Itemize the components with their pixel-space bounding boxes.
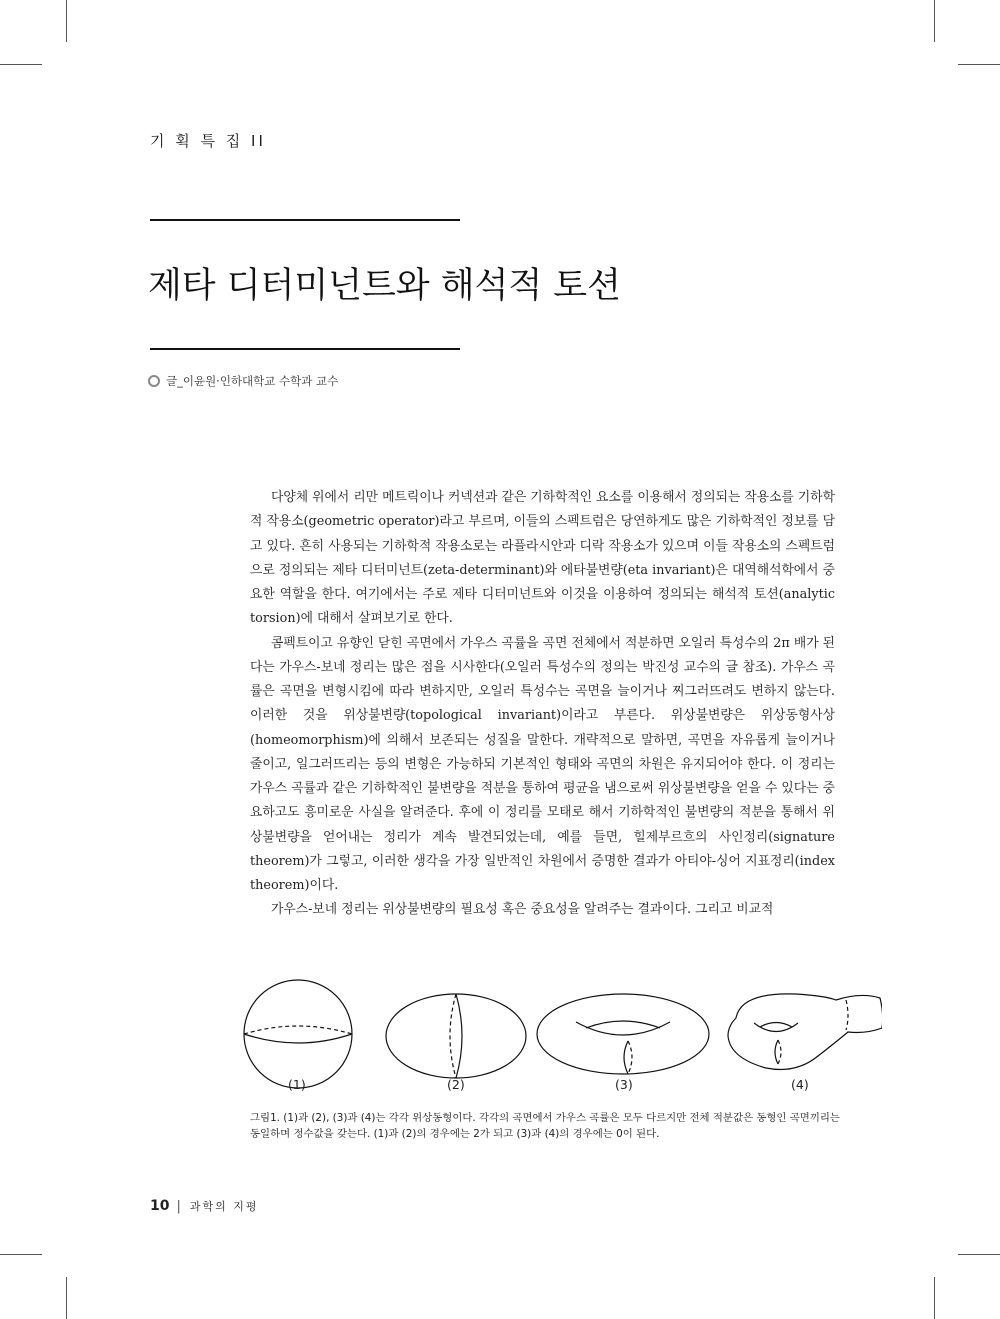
article-body xyxy=(250,486,835,923)
author-line xyxy=(148,373,338,389)
crop-mark-top-right-h xyxy=(958,64,1000,65)
figure-label-2: (2) xyxy=(447,1077,465,1092)
paragraph-2: 콤펙트이고 유향인 닫힌 곡면에서 가우스 곡률을 곡면 전체에서 적분하면 오일러 특성수의 2π 배가 된다는 가우스-보네 정리는 많은 점을 시사한다(오일러 특성수의 정의는 박진성 교수의 글 참조). 가우스 곡률은 곡면을 변형시킴에 따라 변하지만, 오일러 특성수는 곡면을 늘이거나 찌그러뜨려도 변하지 않는다. 이러한 것을 위상불변량(topological invariant)이라고 부른다. 위상불변량은 위상동형사상(homeomorphism)에 의해서 보존되는 성질을 말한다. 개략적으로 말하면, 곡면을 자유롭게 늘이거나 줄이고, 일그러뜨리는 등의 변형은 가능하되 기본적인 형태와 곡면의 차원은 유지되어야 한다. 이 정리는 가우스 곡률과 같은 기하학적인 불변량을 적분을 통하여 평균을 냄으로써 위상불변량을 얻을 수 있다는 중요하고도 흥미로운 사실을 알려준다. 후에 이 정리를 모태로 해서 기하학적인 불변량의 적분을 통해서 위상불변량을 얻어내는 정리가 계속 발견되었는데, 예를 들면, 힐제부르흐의 사인정리(signature theorem)가 그렇고, 이러한 생각을 가장 일반적인 차원에서 증명한 결과가 아티야-싱어 지표정리(index theorem)이다. xyxy=(250,635,835,893)
title-rule-bottom xyxy=(150,348,460,350)
crop-mark-top-right-v xyxy=(934,0,935,42)
figure-label-3: (3) xyxy=(615,1077,633,1092)
torus-illustration xyxy=(537,994,709,1074)
page-footer xyxy=(150,1198,259,1214)
crop-mark-bottom-left-h xyxy=(0,1254,42,1255)
crop-mark-top-left-h xyxy=(0,64,42,65)
article-title: 제타 디터미넌트와 해석적 토션 xyxy=(148,266,621,306)
footer-separator: | xyxy=(176,1198,181,1214)
sphere-illustration xyxy=(244,980,352,1088)
figure-surfaces xyxy=(236,978,882,1098)
handle-surface-illustration xyxy=(728,994,882,1070)
author-text: 글_이윤원·인하대학교 수학과 교수 xyxy=(166,374,339,388)
crop-mark-bottom-left-v xyxy=(66,1277,67,1319)
bullet-ring-icon xyxy=(148,375,160,387)
paragraph-1: 다양체 위에서 리만 메트릭이나 커넥션과 같은 기하학적인 요소를 이용해서 정의되는 작용소를 기하학적 작용소(geometric operator)라고 부르며, 이들의 스펙트럼은 당연하게도 많은 기하학적인 정보를 담고 있다. 흔히 사용되는 기하학적 작용소로는 라플라시안과 디락 작용소가 있으며 이들 작용소의 스펙트럼으로 정의되는 제타 디터미넌트(zeta-determinant)와 에타불변량(eta invariant)은 대역해석학에서 중요한 역할을 한다. 여기에서는 주로 제타 디터미넌트와 이것을 이용하여 정의되는 해석적 토션(analytic torsion)에 대해서 살펴보기로 한다. xyxy=(250,490,835,627)
magazine-name: 과학의 지평 xyxy=(189,1200,259,1213)
section-label: 기 획 특 집 II xyxy=(150,132,266,150)
crop-mark-top-left-v xyxy=(66,0,67,42)
page-number: 10 xyxy=(150,1198,170,1214)
figure-label-4: (4) xyxy=(791,1077,809,1092)
ellipsoid-illustration xyxy=(386,994,526,1078)
figure-label-1: (1) xyxy=(288,1077,306,1092)
paragraph-3: 가우스-보네 정리는 위상불변량의 필요성 혹은 중요성을 알려주는 결과이다. 그리고 비교적 xyxy=(271,902,774,918)
figure-caption: 그림1. (1)과 (2), (3)과 (4)는 각각 위상동형이다. 각각의 곡면에서 가우스 곡률은 모두 다르지만 전체 적분값은 동형인 곡면끼리는 동일하며 정수값을 갖는다. (1)과 (2)의 경우에는 2가 되고 (3)과 (4)의 경우에는 0이 된다. xyxy=(250,1112,840,1140)
crop-mark-bottom-right-h xyxy=(958,1254,1000,1255)
title-rule-top xyxy=(150,219,460,221)
crop-mark-bottom-right-v xyxy=(934,1277,935,1319)
